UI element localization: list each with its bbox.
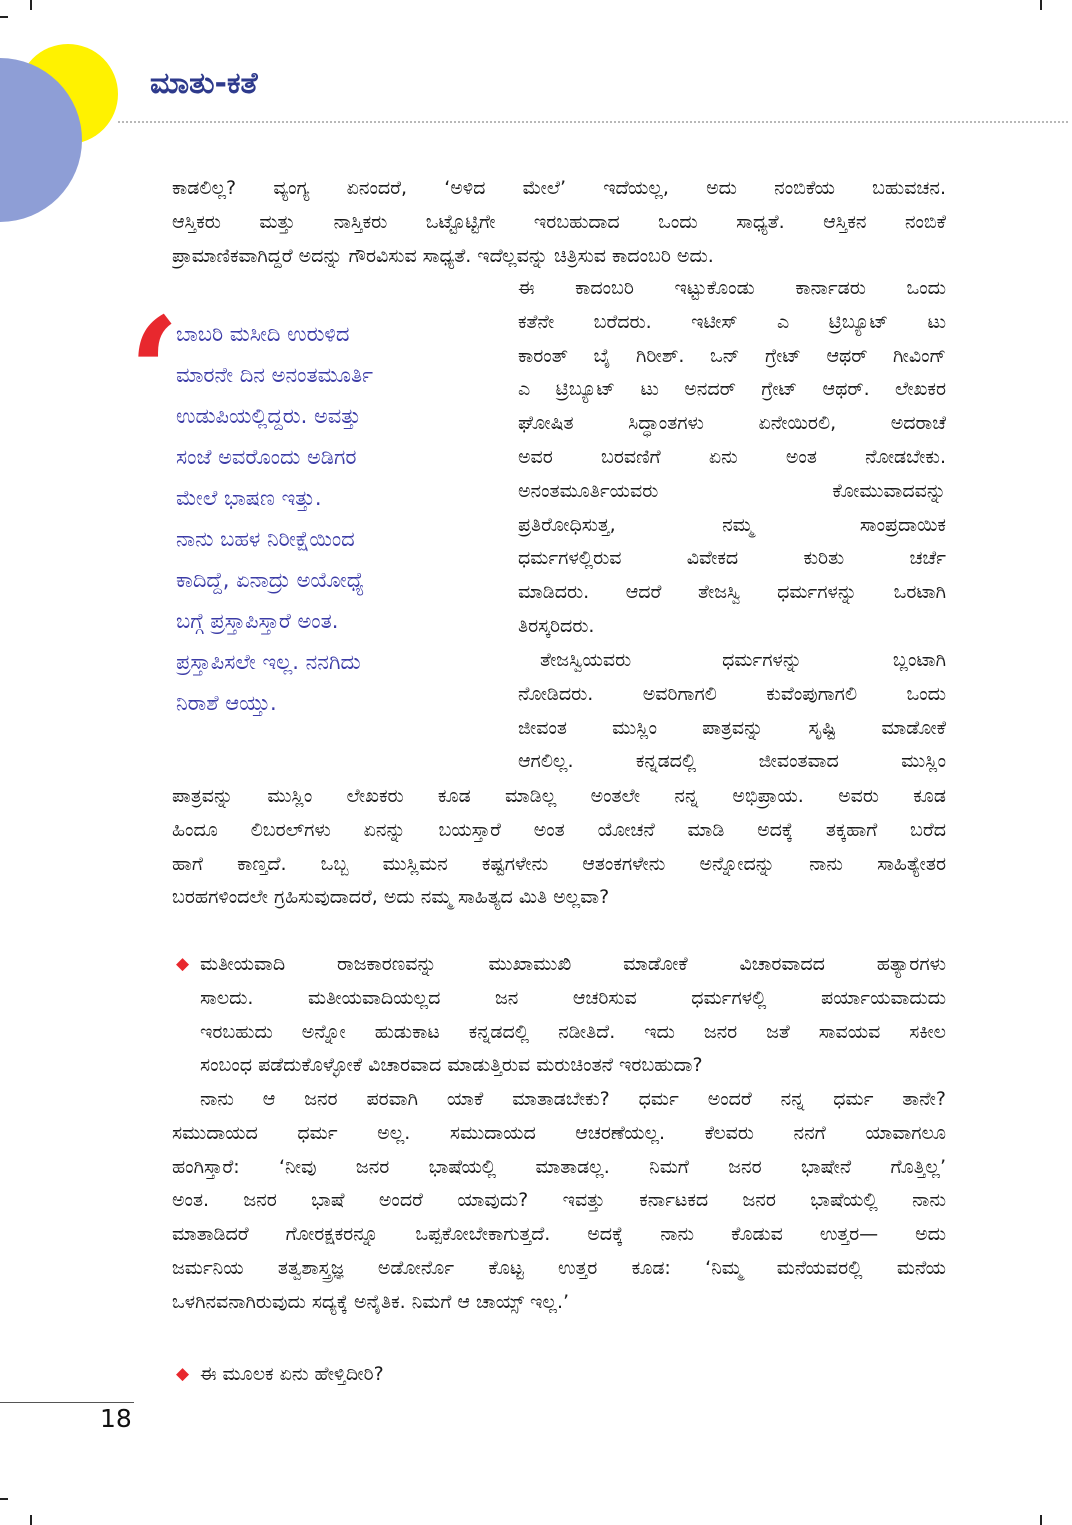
answer-1 xyxy=(172,1083,946,1320)
section-title: ಮಾತು-ಕತೆ xyxy=(150,66,258,101)
text-line: ಕತೆನೇ ಬರೆದರು. ಇಟೀಸ್ ಎ ಟ್ರಿಬ್ಯೂಟ್ ಟು xyxy=(518,310,946,333)
text-line: ಸಮುದಾಯದ ಧರ್ಮ ಅಲ್ಲ. ಸಮುದಾಯದ ಆಚರಣೆಯಲ್ಲ. ಕೆಲವರು ನನಗೆ ಯಾವಾಗಲೂ xyxy=(172,1121,946,1144)
crop-mark xyxy=(30,0,32,10)
text-line: ತಿರಸ್ಕರಿದರು. xyxy=(518,614,595,637)
text-line: ಮಾಡಿದರು. ಆದರೆ ತೇಜಸ್ವಿ ಧರ್ಮಗಳನ್ನು ಒರಟಾಗಿ xyxy=(518,581,946,604)
pull-quote-line: ಮಾರನೇ ದಿನ ಅನಂತಮೂರ್ತಿ xyxy=(176,363,373,387)
text-line: ಅವರ ಬರವಣಿಗೆ ಏನು ಅಂತ ನೋಡಬೇಕು. xyxy=(518,445,946,468)
pull-quote-line: ನಿರಾಶೆ ಆಯ್ತು. xyxy=(176,691,277,715)
right-column-paragraph-1 xyxy=(518,272,946,644)
text-line: ಆಗಲಿಲ್ಲ. ಕನ್ನಡದಲ್ಲಿ ಜೀವಂತವಾದ ಮುಸ್ಲಿಂ xyxy=(518,750,946,773)
text-line: ಬರಹಗಳಿಂದಲೇ ಗ್ರಹಿಸುವುದಾದರೆ, ಅದು ನಮ್ಮ ಸಾಹಿತ್ಯದ ಮಿತಿ ಅಲ್ಲವಾ? xyxy=(172,886,610,909)
text-line: ಧರ್ಮಗಳಲ್ಲಿರುವ ವಿವೇಕದ ಕುರಿತು ಚರ್ಚೆ xyxy=(518,547,946,570)
text-line: ಅಂತ. ಜನರ ಭಾಷೆ ಅಂದರೆ ಯಾವುದು? ಇವತ್ತು ಕರ್ನಾಟಕದ ಜನರ ಭಾಷೆಯಲ್ಲಿ ನಾನು xyxy=(172,1189,946,1212)
text-line: ಈ ಮೂಲಕ ಏನು ಹೇಳ್ತಿದೀರಿ? xyxy=(200,1363,384,1385)
text-line: ಜರ್ಮನಿಯ ತತ್ವಶಾಸ್ತ್ರಜ್ಞ ಅಡೋರ್ನೊ ಕೊಟ್ಟ ಉತ್ತರ ಕೂಡ: ‘ನಿಮ್ಮ ಮನೆಯವರಲ್ಲಿ ಮನೆಯ xyxy=(172,1256,946,1279)
text-line: ಪ್ರತಿರೋಧಿಸುತ್ತ, ನಮ್ಮ ಸಾಂಪ್ರದಾಯಿಕ xyxy=(518,513,946,536)
text-line: ಜೀವಂತ ಮುಸ್ಲಿಂ ಪಾತ್ರವನ್ನು ಸೃಷ್ಟಿ ಮಾಡೋಕೆ xyxy=(518,716,946,739)
text-line: ನಾನು ಆ ಜನರ ಪರವಾಗಿ ಯಾಕೆ ಮಾತಾಡಬೇಕು? ಧರ್ಮ ಅಂದರೆ ನನ್ನ ಧರ್ಮ ತಾನೇ? xyxy=(200,1088,946,1110)
crop-mark xyxy=(1040,0,1042,10)
diamond-bullet-icon: ◆ xyxy=(176,954,190,974)
right-column-paragraph-2 xyxy=(518,644,946,779)
footer-rule xyxy=(0,1402,134,1403)
crop-mark xyxy=(1040,1515,1042,1525)
text-line: ಅನಂತಮೂರ್ತಿಯವರು ಕೋಮುವಾದವನ್ನು xyxy=(518,479,946,502)
pull-quote-line: ಉಡುಪಿಯಲ್ಲಿದ್ದರು. ಅವತ್ತು xyxy=(176,404,361,428)
text-line: ಒಳಗಿನವನಾಗಿರುವುದು ಸದ್ಯಕ್ಕೆ ಅನೈತಿಕ. ನಿಮಗೆ ಆ ಚಾಯ್ಸ್ ಇಲ್ಲ.’ xyxy=(172,1290,570,1313)
text-line: ಹಂಗಿಸ್ತಾರೆ: ‘ನೀವು ಜನರ ಭಾಷೆಯಲ್ಲಿ ಮಾತಾಡಲ್ಲ. ನಿಮಗೆ ಜನರ ಭಾಷೇನೆ ಗೊತ್ತಿಲ್ಲ’ xyxy=(172,1155,946,1178)
text-line: ಹಿಂದೂ ಲಿಬರಲ್‌ಗಳು ಏನನ್ನು ಬಯಸ್ತಾರೆ ಅಂತ ಯೋಚನೆ ಮಾಡಿ ಅದಕ್ಕೆ ತಕ್ಕಹಾಗೆ ಬರೆದ xyxy=(172,818,946,841)
pull-quote-line: ನಾನು ಬಹಳ ನಿರೀಕ್ಷೆಯಿಂದ xyxy=(176,527,355,551)
text-line: ಆಸ್ತಿಕರು ಮತ್ತು ನಾಸ್ತಿಕರು ಒಟ್ಟೊಟ್ಟಿಗೇ ಇರಬಹುದಾದ ಒಂದು ಸಾಧ್ಯತೆ. ಆಸ್ತಿಕನ ನಂಬಿಕೆ xyxy=(172,210,946,233)
text-line: ಕಾಡಲಿಲ್ಲ? ವ್ಯಂಗ್ಯ ಏನಂದರೆ, ‘ಅಳಿದ ಮೇಲೆ’ ಇದೆಯಲ್ಲ, ಅದು ನಂಬಿಕೆಯ ಬಹುವಚನ. xyxy=(172,177,946,199)
pull-quote-line: ಮೇಲೆ ಭಾಷಣ ಇತ್ತು. xyxy=(176,486,322,510)
text-line: ತೇಜಸ್ವಿಯವರು ಧರ್ಮಗಳನ್ನು ಬ್ಲಂಟಾಗಿ xyxy=(540,649,946,671)
pull-quote-line: ಸಂಜೆ ಅವರೊಂದು ಅಡಿಗರ xyxy=(176,445,357,469)
text-line: ಮಾತಾಡಿದರೆ ಗೋರಕ್ಷಕರನ್ನೂ ಒಪ್ಪಕೋಬೇಕಾಗುತ್ತದೆ. ಅದಕ್ಕೆ ನಾನು ಕೊಡುವ ಉತ್ತರ— ಅದು xyxy=(172,1223,946,1246)
question-1 xyxy=(176,948,946,1083)
quote-mark-icon: ‘ xyxy=(128,285,181,461)
text-line: ಎ ಟ್ರಿಬ್ಯೂಟ್ ಟು ಅನದರ್ ಗ್ರೇಟ್ ಆಥರ್. ಲೇಖಕರ xyxy=(518,378,946,401)
page-number: 18 xyxy=(100,1404,132,1433)
text-line: ಮತೀಯವಾದಿ ರಾಜಕಾರಣವನ್ನು ಮುಖಾಮುಖಿ ಮಾಡೋಕೆ ವಿಚಾರವಾದದ ಹತ್ಯಾರಗಳು xyxy=(200,953,946,975)
text-line: ಪಾತ್ರವನ್ನು ಮುಸ್ಲಿಂ ಲೇಖಕರು ಕೂಡ ಮಾಡಿಲ್ಲ ಅಂತಲೇ ನನ್ನ ಅಭಿಪ್ರಾಯ. ಅವರು ಕೂಡ xyxy=(172,785,946,807)
pull-quote xyxy=(176,314,486,724)
crop-mark xyxy=(0,16,8,18)
crop-mark xyxy=(30,1515,32,1525)
body-paragraph xyxy=(172,780,946,915)
top-paragraph xyxy=(172,172,946,273)
text-line: ಇರಬಹುದು ಅನ್ನೋ ಹುಡುಕಾಟ ಕನ್ನಡದಲ್ಲಿ ನಡೀತಿದೆ. ಇದು ಜನರ ಜತೆ ಸಾವಯವ ಸಕೀಲ xyxy=(200,1020,946,1043)
text-line: ಸಂಬಂಧ ಪಡೆದುಕೊಳ್ಳೋಕೆ ವಿಚಾರವಾದ ಮಾಡುತ್ತಿರುವ ಮರುಚಿಂತನೆ ಇರಬಹುದಾ? xyxy=(200,1054,703,1077)
text-line: ನೋಡಿದರು. ಅವರಿಗಾಗಲಿ ಕುವೆಂಪುಗಾಗಲಿ ಒಂದು xyxy=(518,682,946,705)
question-2 xyxy=(176,1358,946,1392)
text-line: ಪ್ರಾಮಾಣಿಕವಾಗಿದ್ದರೆ ಅದನ್ನು ಗೌರವಿಸುವ ಸಾಧ್ಯತೆ. ಇದೆಲ್ಲವನ್ನು ಚಿತ್ರಿಸುವ ಕಾದಂಬರಿ ಅದು. xyxy=(172,244,714,267)
text-line: ಸಾಲದು. ಮತೀಯವಾದಿಯಲ್ಲದ ಜನ ಆಚರಿಸುವ ಧರ್ಮಗಳಲ್ಲಿ ಪರ್ಯಾಯವಾದುದು xyxy=(200,986,946,1009)
pull-quote-line: ಬಗ್ಗೆ ಪ್ರಸ್ತಾಪಿಸ್ತಾರೆ ಅಂತ. xyxy=(176,609,339,633)
pull-quote-line: ಬಾಬರಿ ಮಸೀದಿ ಉರುಳಿದ xyxy=(176,322,350,346)
diamond-bullet-icon: ◆ xyxy=(176,1364,190,1384)
pull-quote-line: ಪ್ರಸ್ತಾಪಿಸಲೇ ಇಲ್ಲ. ನನಗಿದು xyxy=(176,650,361,674)
header-divider xyxy=(118,121,1068,123)
text-line: ಈ ಕಾದಂಬರಿ ಇಟ್ಟುಕೊಂಡು ಕಾರ್ನಾಡರು ಒಂದು xyxy=(518,277,946,299)
text-line: ಘೋಷಿತ ಸಿದ್ಧಾಂತಗಳು ಏನೇಯಿರಲಿ, ಅದರಾಚೆ xyxy=(518,412,946,435)
text-line: ಹಾಗೆ ಕಾಣ್ತದೆ. ಒಬ್ಬ ಮುಸ್ಲಿಮನ ಕಷ್ಟಗಳೇನು ಆತಂಕಗಳೇನು ಅನ್ನೋದನ್ನು ನಾನು ಸಾಹಿತ್ಯೇತರ xyxy=(172,852,946,875)
pull-quote-line: ಕಾದಿದ್ದೆ, ಏನಾದ್ರು ಅಯೋಧ್ಯೆ xyxy=(176,568,365,592)
text-line: ಕಾರಂತ್ ಬೈ ಗಿರೀಶ್. ಒನ್ ಗ್ರೇಟ್ ಆಥರ್ ಗೀವಿಂಗ್ xyxy=(518,344,946,367)
crop-mark xyxy=(0,1498,8,1500)
